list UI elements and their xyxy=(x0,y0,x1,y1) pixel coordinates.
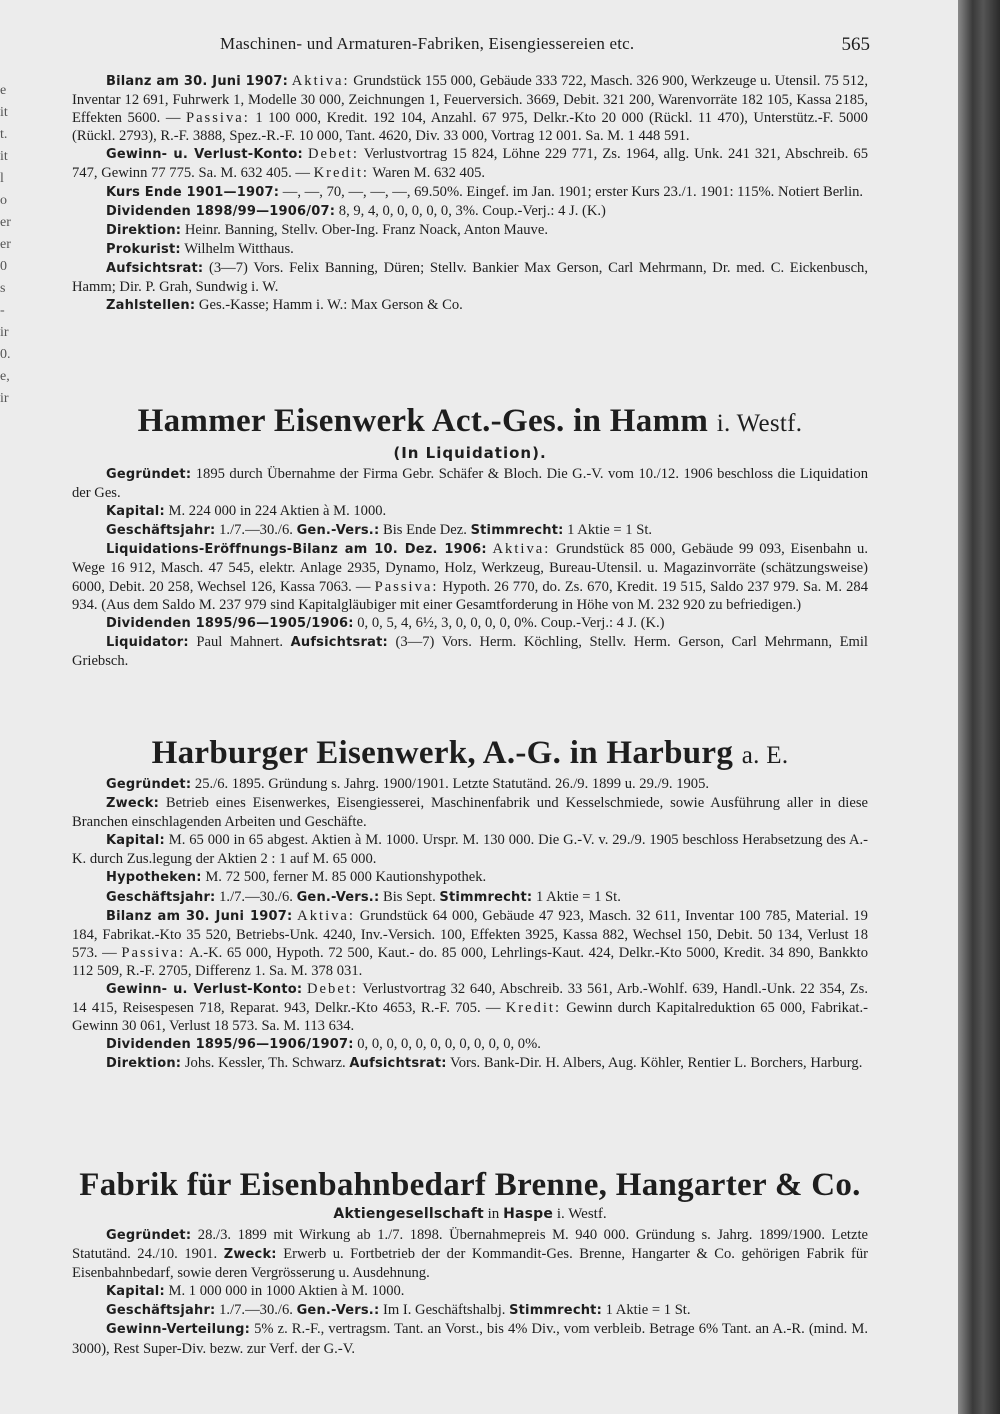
bilanz-paragraph: Bilanz am 30. Juni 1907: Aktiva: Grundstück 155 000, Gebäude 333 722, Masch. 326 900, Werkzeuge u. Utensil. 75 512, Inventar 12 691, Fuhrwerk 1, Modelle 30 000, Zeichnungen 1, Feuerversich. 3669, Debit. 321 200, Warenvorräte 182 105, Kassa 2185, Effekten 5600. — Passiva: 1 100 000, Kredit. 192 104, Anzahl. 67 975, Delkr.-Kto 20 000 (Rückl. 11 470), Unterstütz.-F. 5000 (Rückl. 2793), R.-F. 3888, Spez.-R.-F. 10 000, Tant. 4620, Div. 33 000, Vortrag 12 001. Sa. M. 1 448 591. xyxy=(72,73,868,145)
liquidator-paragraph: Liquidator: Paul Mahnert. Aufsichtsrat: (3—7) Vors. Herm. Köchling, Stellv. Herm. Gerson, Carl Mehrmann, Emil Griebsch. xyxy=(72,633,868,669)
direktion-paragraph: Direktion: Heinr. Banning, Stellv. Ober-Ing. Franz Noack, Anton Mauve. xyxy=(106,221,548,238)
hypotheken-paragraph: Hypotheken: M. 72 500, ferner M. 85 000 Kautionshypothek. xyxy=(106,869,487,886)
gewinn-verteilung-paragraph: Gewinn-Verteilung: 5% z. R.-F., vertragsm. Tant. an Vorst., bis 4% Div., vom verbleib. Betrage 6% Tant. an A.-R. (mind. M. 3000), Rest Super-Div. bezw. zur Verf. der G.-V. xyxy=(72,1321,868,1357)
aufsichtsrat-paragraph: Aufsichtsrat: (3—7) Vors. Felix Banning, Düren; Stellv. Bankier Max Gerson, Carl Mehrmann, Dr. med. C. Eickenbusch, Hamm; Dir. P. Grah, Sundwig i. W. xyxy=(72,259,868,296)
zahlstellen-paragraph: Zahlstellen: Ges.-Kasse; Hamm i. W.: Max Gerson & Co. xyxy=(106,297,463,314)
dividenden-paragraph: Dividenden 1898/99—1906/07: 8, 9, 4, 0, 0, 0, 0, 0, 3%. Coup.-Verj.: 4 J. (K.) xyxy=(106,202,606,219)
gegruendet-paragraph: Gegründet: 28./3. 1899 mit Wirkung ab 1./7. 1898. Übernahmepreis M. 940 000. Gründung s. Jahrg. 1899/1900. Letzte Statutänd. 24./10. 1901. Zweck: Erwerb u. Fortbetrieb der der Kommandit-Ges. Brenne, Hangarter & Co. gehörigen Fabrik für Eisenbahnbedarf, sowie deren Vergrösserung u. Ausdehnung. xyxy=(72,1227,868,1282)
entry-continuation xyxy=(72,72,868,315)
entry-hammer-eisenwerk xyxy=(72,402,868,670)
direktion-paragraph: Direktion: Johs. Kessler, Th. Schwarz. Aufsichtsrat: Vors. Bank-Dir. H. Albers, Aug. Köhler, Rentier L. Borchers, Harburg. xyxy=(106,1055,863,1072)
entry-harburger-eisenwerk xyxy=(72,734,868,1074)
liquidations-bilanz-paragraph: Liquidations-Eröffnungs-Bilanz am 10. Dez. 1906: Aktiva: Grundstück 85 000, Gebäude 99 093, Eisenbahn u. Wege 16 912, Masch. 47 545, elektr. Anlage 2935, Dynamo, Holz, Werkzeug, Bureau-Utensil. u. Magazinvorräte (schätzungsweise) 6000, Debit. 20 258, Wechsel 126, Kassa 7063. — Passiva: Hypoth. 26 770, do. Zs. 670, Kredit. 19 515, Saldo 237 979. Sa. M. 284 934. (Aus dem Saldo M. 237 979 sind Kapitalgläubiger mit einer Gesamtforderung in Höhe von M. 232 920 zu befriedigen.) xyxy=(72,541,868,613)
gegruendet-paragraph: Gegründet: 25./6. 1895. Gründung s. Jahrg. 1900/1901. Letzte Statutänd. 26./9. 1899 u. 29./9. 1905. xyxy=(106,776,710,792)
geschaeftsjahr-paragraph: Geschäftsjahr: 1./7.—30./6. Gen.-Vers.: Im I. Geschäftshalbj. Stimmrecht: 1 Aktie = 1 St. xyxy=(106,1302,691,1319)
kurs-paragraph: Kurs Ende 1901—1907: —, —, 70, —, —, —, 69.50%. Eingef. im Jan. 1901; erster Kurs 23./1. 1901: 115%. Notiert Berlin. xyxy=(106,183,864,200)
prokurist-paragraph: Prokurist: Wilhelm Witthaus. xyxy=(106,240,294,257)
zweck-paragraph: Zweck: Betrieb eines Eisenwerkes, Eisengiesserei, Maschinenfabrik und Kesselschmiede, sowie Ausführung aller in diese Branchen einschlagenden Arbeiten und Geschäfte. xyxy=(72,795,868,831)
page-header xyxy=(100,34,870,58)
company-title: Harburger Eisenwerk, A.-G. in Harburg a. E. xyxy=(151,735,789,771)
geschaeftsjahr-paragraph: Geschäftsjahr: 1./7.—30./6. Gen.-Vers.: Bis Sept. Stimmrecht: 1 Aktie = 1 St. xyxy=(106,888,621,905)
page-number: 565 xyxy=(841,34,870,55)
running-title: Maschinen- und Armaturen-Fabriken, Eisengiessereien etc. xyxy=(220,34,635,53)
gegruendet-paragraph: Gegründet: 1895 durch Übernahme der Firma Gebr. Schäfer & Bloch. Die G.-V. vom 10./12. 1906 beschloss die Liquidation der Ges. xyxy=(72,466,868,502)
gewinn-paragraph: Gewinn- u. Verlust-Konto: Debet: Verlustvortrag 15 824, Löhne 229 771, Zs. 1964, allg. Unk. 241 321, Abschreib. 65 747, Gewinn 77 775. Sa. M. 632 405. — Kredit: Waren M. 632 405. xyxy=(72,146,868,182)
kapital-paragraph: Kapital: M. 65 000 in 65 abgest. Aktien à M. 1000. Urspr. M. 130 000. Die G.-V. v. 29./9. 1905 beschloss Herabsetzung des A.-K. durch Zus.legung der Aktien 2 : 1 auf M. 65 000. xyxy=(72,832,868,868)
gewinn-paragraph: Gewinn- u. Verlust-Konto: Debet: Verlustvortrag 32 640, Abschreib. 33 561, Arb.-Wohlf. 639, Handl.-Unk. 22 354, Zs. 14 415, Reisespesen 718, Reparat. 943, Delkr.-Kto 4653, R.-F. 705. — Kredit: Gewinn durch Kapitalreduktion 65 000, Fabrikat.-Gewinn 30 061, Verlust 18 573. Sa. M. 113 634. xyxy=(72,981,868,1035)
dividenden-paragraph: Dividenden 1895/96—1905/1906: 0, 0, 5, 4, 6½, 3, 0, 0, 0, 0, 0%. Coup.-Verj.: 4 J. (K.) xyxy=(106,614,665,631)
company-title: Hammer Eisenwerk Act.-Ges. in Hamm i. Westf. xyxy=(137,403,803,439)
dividenden-paragraph: Dividenden 1895/96—1906/1907: 0, 0, 0, 0, 0, 0, 0, 0, 0, 0, 0, 0%. xyxy=(106,1036,541,1053)
company-subtitle: (In Liquidation). xyxy=(393,444,547,462)
company-subtitle: Aktiengesellschaft in Haspe i. Westf. xyxy=(333,1206,607,1222)
kapital-paragraph: Kapital: M. 1 000 000 in 1000 Aktien à M. 1000. xyxy=(106,1283,405,1300)
entry-brenne-hangarter xyxy=(72,1166,868,1358)
bilanz-paragraph: Bilanz am 30. Juni 1907: Aktiva: Grundstück 64 000, Gebäude 47 923, Masch. 32 611, Inventar 100 785, Material. 19 184, Fabrikat.-Kto 35 520, Betriebs-Unk. 4240, Inv.-Versich. 100, Effekten 3925, Kassa 882, Wechsel 150, Debit. 50 134, Verlust 18 573. — Passiva: A.-K. 65 000, Hypoth. 72 500, Kaut.- do. 85 000, Lehrlings-Kaut. 424, Delkr.-Kto 5000, Kredit. 34 890, Bankkto 112 509, R.-F. 2705, Differenz 1. Sa. M. 378 031. xyxy=(72,907,869,979)
geschaeftsjahr-paragraph: Geschäftsjahr: 1./7.—30./6. Gen.-Vers.: Bis Ende Dez. Stimmrecht: 1 Aktie = 1 St. xyxy=(106,522,653,539)
kapital-paragraph: Kapital: M. 224 000 in 224 Aktien à M. 1000. xyxy=(106,503,387,520)
adjacent-page-margin: e it t. it l o er er 0 s - ir 0. e, ir xyxy=(0,83,11,406)
book-binding-shadow xyxy=(958,0,1000,1414)
company-title: Fabrik für Eisenbahnbedarf Brenne, Hangarter & Co. xyxy=(79,1167,861,1203)
